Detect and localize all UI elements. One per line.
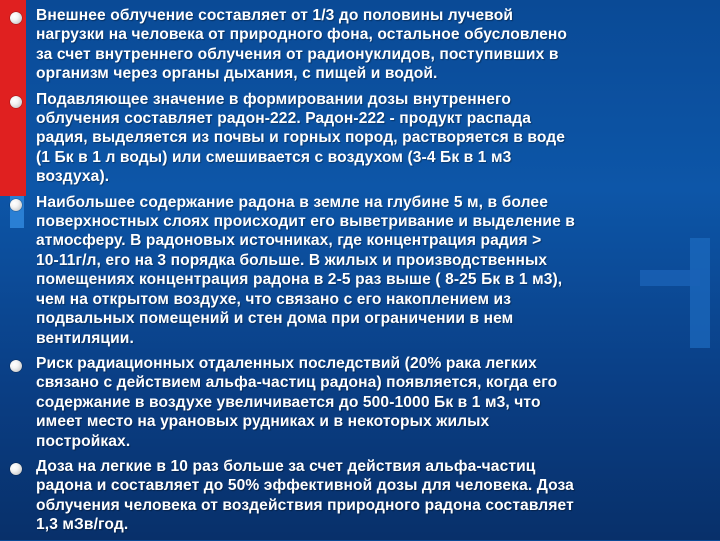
bullet-dot-icon bbox=[10, 12, 22, 24]
bullet-dot-icon bbox=[10, 199, 22, 211]
bullet-text: Наибольшее содержание радона в земле на глубине 5 м, в более поверхностных слоях происходит его выветривание и выделение в атмосферу. В радоновых источниках, где концентрация радия > 10-11г/л, его на 3 порядка больше. В жилых и производственных помещениях концентрация радона в 2-5 раз выше ( 8-25 Бк в 1 м3), чем на открытом воздухе, что связано с его накоплением из подвальных помещений и стен дома при ограничении в нем вентиляции. bbox=[36, 193, 575, 347]
bullet-item bbox=[8, 6, 712, 84]
bullet-text: Риск радиационных отдаленных последствий (20% рака легких связано с действием альфа-частиц радона) появляется, когда его содержание в воздухе увеличивается до 500-1000 Бк в 1 м3, что имеет место на урановых рудниках и в некоторых жилых постройках. bbox=[36, 354, 558, 450]
bullet-item bbox=[8, 457, 712, 535]
bullet-dot-icon bbox=[10, 96, 22, 108]
bullet-list bbox=[8, 6, 712, 541]
bullet-dot-icon bbox=[10, 360, 22, 372]
bullet-item bbox=[8, 193, 712, 348]
bullet-text: Внешнее облучение составляет от 1/3 до половины лучевой нагрузки на человека от природного фона, остальное обусловлено за счет внутреннего облучения от радионуклидов, поступивших в организм через органы дыхания, с пищей и водой. bbox=[36, 7, 568, 83]
bullet-dot-icon bbox=[10, 463, 22, 475]
bullet-text: Доза на легкие в 10 раз больше за счет действия альфа-частиц радона и составляет до 50% эффективной дозы для человека. Доза облучения человека от воздействия природного радона составляет 1,3 мЗв/год. bbox=[36, 457, 574, 534]
bullet-item bbox=[8, 354, 712, 451]
bullet-text: Подавляющее значение в формировании дозы внутреннего облучения составляет радон-222. Радон-222 - продукт распада радия, выделяется из почвы и горных пород, растворяется в воде (1 Бк в 1 л воды) или смешивается с воздухом (3-4 Бк в 1 м3 воздуха). bbox=[36, 90, 566, 186]
bullet-item bbox=[8, 90, 712, 187]
